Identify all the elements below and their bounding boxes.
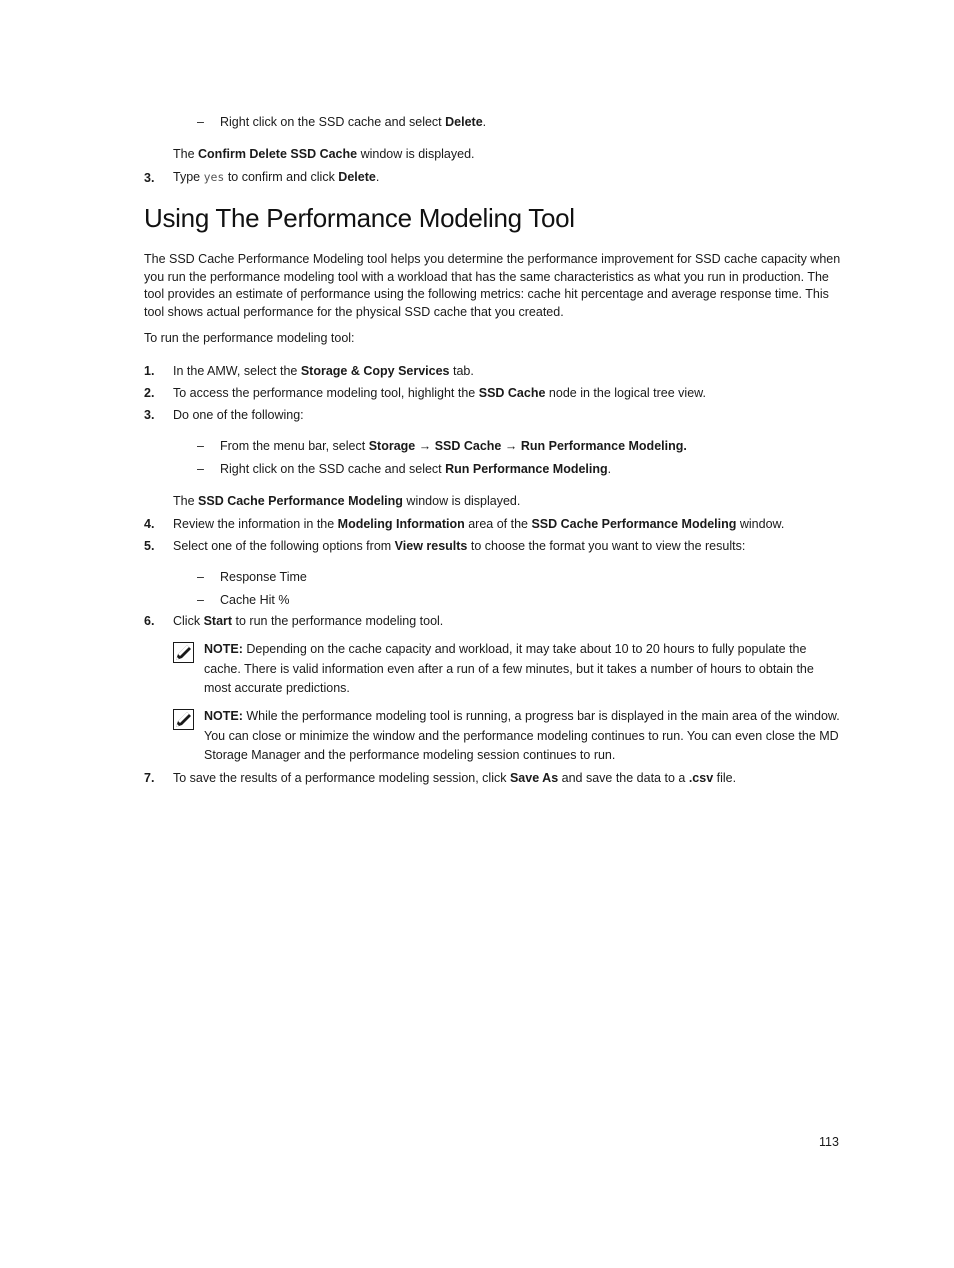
bullet-dash: – bbox=[197, 570, 204, 584]
note-cache-population: NOTE: Depending on the cache capacity and workload, it may take about 10 to 20 hours to fully populate the cache. There is valid information even after a run of a few minutes, but it takes a number of hours to obtain the most accurate predictions. bbox=[204, 642, 814, 695]
step-number: 2. bbox=[144, 386, 155, 400]
step-1: In the AMW, select the Storage & Copy Services tab. bbox=[173, 364, 474, 378]
step-type-yes: Type yes to confirm and click Delete. bbox=[173, 170, 380, 184]
lead-line: To run the performance modeling tool: bbox=[144, 331, 355, 345]
step-3: Do one of the following: bbox=[173, 408, 304, 422]
step-3-result: The SSD Cache Performance Modeling window is displayed. bbox=[173, 494, 521, 508]
step-2: To access the performance modeling tool, highlight the SSD Cache node in the logical tree view. bbox=[173, 386, 706, 400]
bullet-dash: – bbox=[197, 462, 204, 476]
intro-paragraph: The SSD Cache Performance Modeling tool helps you determine the performance improvement for SSD cache capacity when you run the performance modeling tool with a workload that has the same characteristics as what you run in production. The tool provides an estimate of performance using the following metrics: cache hit percentage and average response time. This tool shows actual performance for the physical SSD cache that you created. bbox=[144, 252, 841, 319]
step-number: 1. bbox=[144, 364, 155, 378]
step-7: To save the results of a performance modeling session, click Save As and save the data to a .csv file. bbox=[173, 771, 737, 785]
section-title: Using The Performance Modeling Tool bbox=[144, 203, 575, 233]
step-6: Click Start to run the performance modeling tool. bbox=[173, 614, 444, 628]
step-number: 3. bbox=[144, 408, 155, 422]
code-yes: yes bbox=[203, 170, 225, 184]
option-response-time: Response Time bbox=[220, 570, 307, 584]
bullet-dash: – bbox=[197, 593, 204, 607]
step-number: 4. bbox=[144, 517, 155, 531]
option-cache-hit: Cache Hit % bbox=[220, 593, 290, 607]
step-number: 7. bbox=[144, 771, 155, 785]
bullet-dash: – bbox=[197, 439, 204, 453]
page-number: 113 bbox=[819, 1135, 839, 1149]
step-number: 6. bbox=[144, 614, 155, 628]
note-pencil-icon bbox=[173, 642, 194, 663]
delete-instruction: Right click on the SSD cache and select Delete. bbox=[220, 115, 487, 129]
note-pencil-icon bbox=[173, 709, 194, 730]
step-3-option-menu: From the menu bar, select Storage → SSD Cache → Run Performance Modeling. bbox=[220, 439, 687, 453]
step-number: 5. bbox=[144, 539, 155, 553]
step-number: 3. bbox=[144, 171, 155, 185]
step-5: Select one of the following options from View results to choose the format you want to view the results: bbox=[173, 539, 746, 553]
confirm-window-line: The Confirm Delete SSD Cache window is displayed. bbox=[173, 147, 475, 161]
bullet-dash: – bbox=[197, 115, 204, 129]
note-progress-bar: NOTE: While the performance modeling tool is running, a progress bar is displayed in the main area of the window. You can close or minimize the window and the performance modeling continues to run. You can even close the MD Storage Manager and the performance modeling session continues to run. bbox=[204, 709, 840, 762]
step-3-option-rightclick: Right click on the SSD cache and select Run Performance Modeling. bbox=[220, 462, 612, 476]
step-4: Review the information in the Modeling Information area of the SSD Cache Performance Modeling window. bbox=[173, 517, 785, 531]
